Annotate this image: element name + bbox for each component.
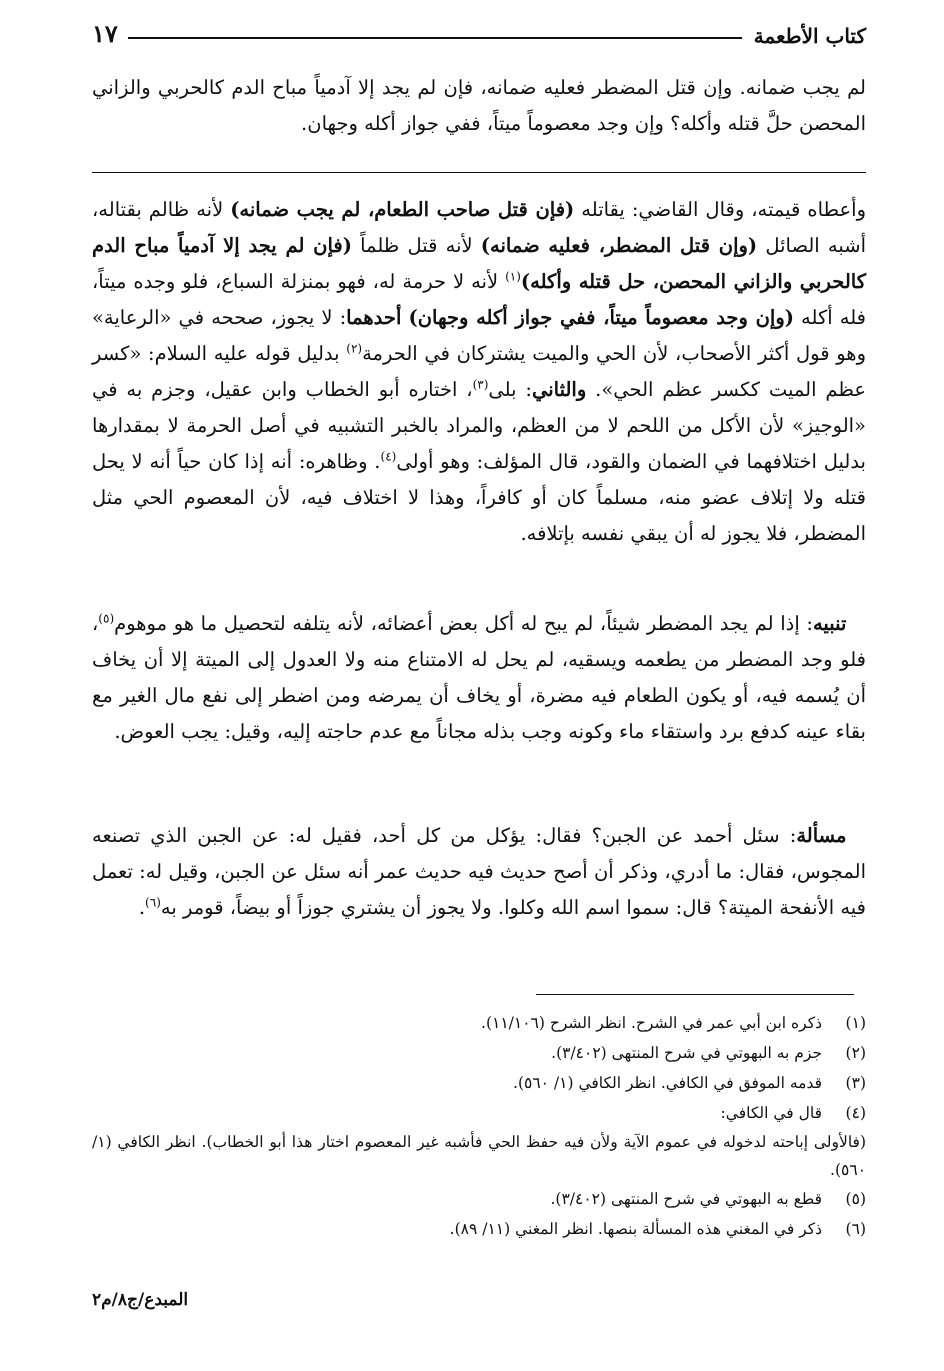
- footnote-text: قال في الكافي:: [720, 1104, 822, 1122]
- footnote-ref-2[interactable]: (٢): [346, 341, 363, 356]
- commentary-text: ، فلو وجد المضطر من يطعمه ويسقيه، لم يحل له الامتناع منه ولا العدول إلى الميتة إلا أن يخاف أن يُسمه فيه، أو يكون الطعام فيه مضرة، أو يخاف أن يمرضه ومن اضطر إلى نفع مال الغير مع بقاء عينه كدفع برد واستقاء ماء وكونه وجب بذله مجاناً مع عدم حاجته إليه، وقيل: يجب العوض.: [92, 612, 866, 743]
- footnote-number: (٣): [845, 1074, 866, 1092]
- page-header: [92, 14, 866, 48]
- commentary-text: ، اختاره أبو الخطاب وابن عقيل، وجزم به في «الوجيز» لأن الأكل من اللحم لا من العظم، والمراد بالخبر التشبيه في أصل الحرمة لا بمقدارها بدليل اختلافهما في الضمان والقود، قال المؤلف: وهو أولى: [92, 378, 866, 473]
- footnote-number: (٢): [845, 1044, 866, 1062]
- footnote: [92, 1214, 866, 1244]
- commentary-text: : سئل أحمد عن الجبن؟ فقال: يؤكل من كل أحد، فقيل له: عن الجبن الذي تصنعه المجوس، فقال: ما أدري، وذكر أن أصح حديث فيه حديث عمر أنه سئل عن الجبن، وقيل له: تعمل فيه الأنفحة الميتة؟ قال: سموا اسم الله وكلوا. ولا يجوز أن يشتري جوزاً أو بيضاً، قومر به: [92, 824, 866, 919]
- chapter-title: كتاب الأطعمة: [753, 24, 866, 48]
- commentary-text: .: [138, 896, 146, 919]
- commentary-text: لأنه لا حرمة له، فهو بمنزلة السباع، فلو وجده ميتاً، فله أكله: [92, 270, 866, 329]
- footnote-text: ذكر في المغني هذه المسألة بنصها. انظر المغني (١١/ ٨٩).: [449, 1220, 822, 1238]
- main-text: [92, 70, 866, 142]
- footnote: [92, 1098, 866, 1128]
- footnote-ref-3[interactable]: (٣): [472, 377, 489, 392]
- commentary-text: لأنه قتل ظلماً: [351, 234, 481, 257]
- matn-quote: (فإن لم يجد إلا آدمياً مباح الدم كالحربي والزاني المحصن، حل قتله وأكله): [92, 234, 866, 293]
- commentary-paragraph-1: [92, 192, 866, 552]
- footnote-text: قطع به البهوتي في شرح المنتهى (٣/٤٠٢).: [550, 1190, 822, 1208]
- commentary-paragraph-3: [92, 818, 866, 926]
- header-rule: [128, 37, 742, 39]
- footnote-number: (٤): [845, 1104, 866, 1122]
- footnote: [92, 1068, 866, 1098]
- commentary-text: بدليل قوله عليه السلام: «كسر عظم الميت ككسر عظم الحي».: [92, 342, 866, 401]
- footnote-ref-1[interactable]: (١): [505, 269, 521, 284]
- footnote-quote: [92, 1128, 866, 1184]
- page-signature: المبدع/ج٨/م٢: [92, 1290, 189, 1310]
- commentary-text: . وظاهره: أنه إذا كان حياً أنه لا يحل قتله ولا إتلاف عضو منه، مسلماً كان أو كافراً، وهذا لا اختلاف فيه، لأن المعصوم الحي مثل المضطر، فلا يجوز له أن يبقي نفسه بإتلافه.: [92, 450, 866, 545]
- footnote-ref-4[interactable]: (٤): [380, 449, 397, 464]
- footnote-quote-text: (فالأولى إباحته لدخوله في عموم الآية ولأن فيه حفظ الحي فأشبه غير المعصوم اختار هذا أبو الخطاب). انظر الكافي (١/ ٥٦٠).: [92, 1133, 866, 1179]
- footnote: [92, 1008, 866, 1038]
- commentary-paragraph-2: [92, 606, 866, 750]
- footnote: [92, 1184, 866, 1214]
- commentary-text: وأعطاه قيمته، وقال القاضي: يقاتله: [574, 198, 866, 221]
- footnote-ref-5[interactable]: (٥): [98, 611, 115, 626]
- footnote-number: (٥): [845, 1190, 866, 1208]
- term-notice: تنبيه: [812, 612, 847, 635]
- term-second-view: والثاني: [531, 378, 587, 401]
- text-divider: [92, 172, 866, 173]
- matn-quote: (فإن قتل صاحب الطعام، لم يجب ضمانه): [230, 198, 575, 221]
- main-text-paragraph: لم يجب ضمانه. وإن قتل المضطر فعليه ضمانه، فإن لم يجد إلا آدمياً مباح الدم كالحربي والزاني المحصن حلَّ قتله وأكله؟ وإن وجد معصوماً ميتاً، ففي جواز أكله وجهان.: [92, 76, 866, 135]
- footnote-ref-6[interactable]: (٦): [145, 895, 161, 910]
- commentary-text: لأنه ظالم بقتاله، أشبه الصائل: [92, 198, 866, 257]
- commentary-text: : بلى: [488, 378, 532, 401]
- matn-quote: (وإن وجد معصوماً ميتاً، ففي جواز أكله وجهان): [408, 306, 794, 329]
- commentary-text: : إذا لم يجد المضطر شيئاً، لم يبح له أكل بعض أعضائه، لأنه يتلفه لتحصيل ما هو موهوم: [114, 612, 813, 635]
- term-first-view: أحدهما: [346, 306, 402, 329]
- footnote-number: (٦): [845, 1220, 866, 1238]
- commentary-text: : لا يجوز، صححه في «الرعاية» وهو قول أكثر الأصحاب، لأن الحي والميت يشتركان في الحرمة: [92, 306, 866, 365]
- page-number: ١٧: [92, 19, 118, 48]
- matn-quote: (وإن قتل المضطر، فعليه ضمانه): [480, 234, 758, 257]
- term-issue: مسألة: [796, 824, 847, 847]
- footnote-text: جزم به البهوتي في شرح المنتهى (٣/٤٠٢).: [551, 1044, 822, 1062]
- footnote-text: قدمه الموفق في الكافي. انظر الكافي (١/ ٥٦٠).: [513, 1074, 822, 1092]
- footnote: [92, 1038, 866, 1068]
- footnotes: [92, 1008, 866, 1244]
- footnote-number: (١): [845, 1014, 866, 1032]
- footnote-rule: [536, 994, 854, 995]
- footnote-text: ذكره ابن أبي عمر في الشرح. انظر الشرح (١١/١٠٦).: [481, 1014, 822, 1032]
